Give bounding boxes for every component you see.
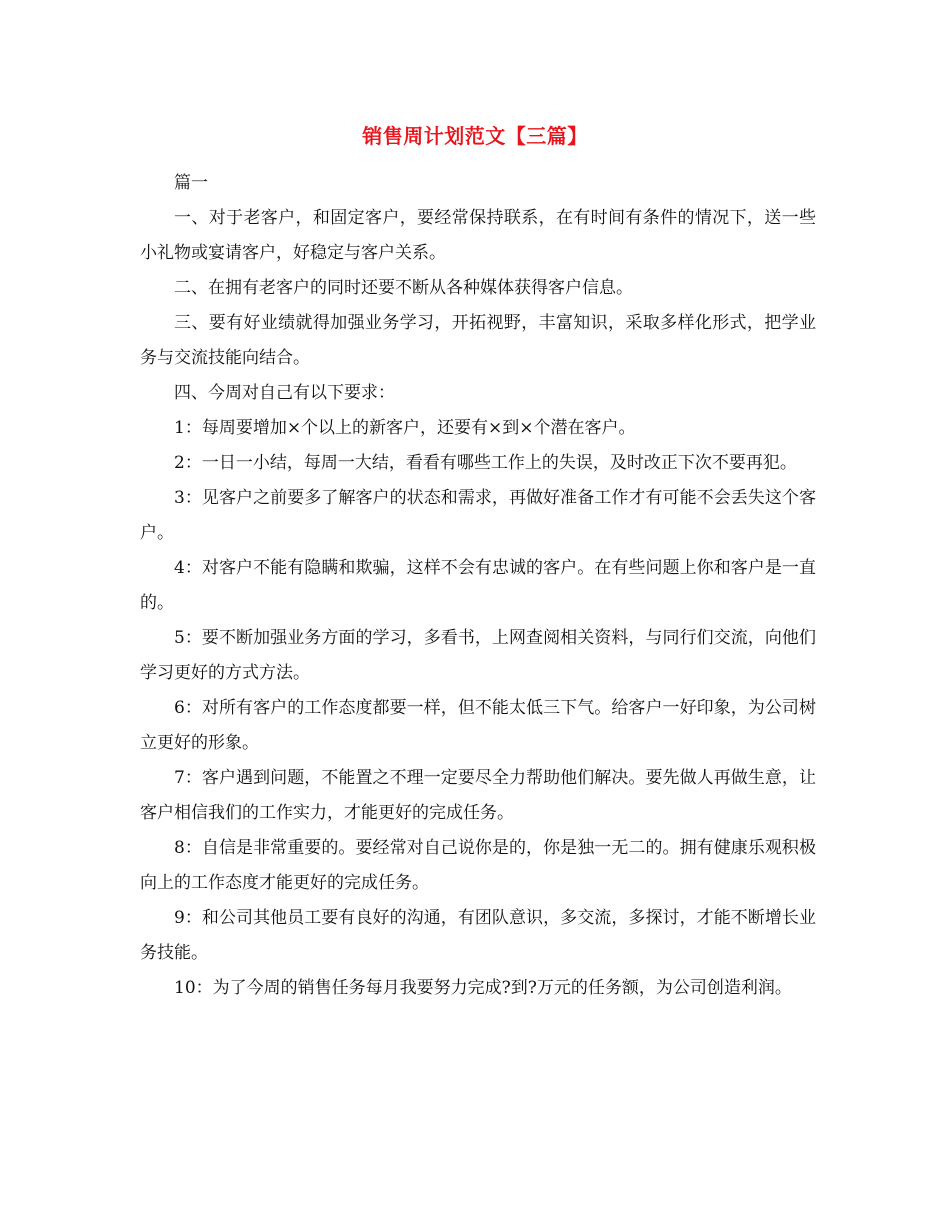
paragraph-requirement-5: 5：要不断加强业务方面的学习，多看书，上网查阅相关资料，与同行们交流，向他们学习更好的方式方法。 — [140, 628, 816, 683]
paragraph-requirement-6: 6：对所有客户的工作态度都要一样，但不能太低三下气。给客户一好印象，为公司树立更好的形象。 — [140, 698, 816, 753]
paragraph-requirement-3: 3：见客户之前要多了解客户的状态和需求，再做好准备工作才有可能不会丢失这个客户。 — [140, 488, 816, 543]
paragraph-item-3: 三、要有好业绩就得加强业务学习，开拓视野，丰富知识，采取多样化形式，把学业务与交流技能向结合。 — [140, 313, 816, 368]
paragraph-item-1: 一、对于老客户，和固定客户，要经常保持联系，在有时间有条件的情况下，送一些小礼物或宴请客户，好稳定与客户关系。 — [140, 208, 816, 263]
paragraph-requirement-4: 4：对客户不能有隐瞒和欺骗，这样不会有忠诚的客户。在有些问题上你和客户是一直的。 — [140, 558, 816, 613]
document-body — [140, 166, 816, 1006]
paragraph-item-4: 四、今周对自己有以下要求： — [174, 383, 395, 403]
paragraph-requirement-8: 8：自信是非常重要的。要经常对自己说你是的，你是独一无二的。拥有健康乐观积极向上的工作态度才能更好的完成任务。 — [140, 838, 816, 893]
paragraph-requirement-1: 1：每周要增加×个以上的新客户，还要有×到×个潜在客户。 — [174, 418, 636, 438]
document-title: 销售周计划范文【三篇】 — [362, 124, 588, 148]
paragraph-requirement-9: 9：和公司其他员工要有良好的沟通，有团队意识，多交流，多探讨，才能不断增长业务技能。 — [140, 908, 816, 963]
paragraph-heading-part-one: 篇一 — [174, 173, 208, 193]
paragraph-requirement-7: 7：客户遇到问题，不能置之不理一定要尽全力帮助他们解决。要先做人再做生意，让客户相信我们的工作实力，才能更好的完成任务。 — [140, 768, 816, 823]
paragraph-requirement-10: 10：为了今周的销售任务每月我要努力完成?到?万元的任务额，为公司创造利润。 — [174, 978, 792, 998]
paragraph-requirement-2: 2：一日一小结，每周一大结，看看有哪些工作上的失误，及时改正下次不要再犯。 — [174, 453, 797, 473]
paragraph-item-2: 二、在拥有老客户的同时还要不断从各种媒体获得客户信息。 — [174, 278, 633, 298]
